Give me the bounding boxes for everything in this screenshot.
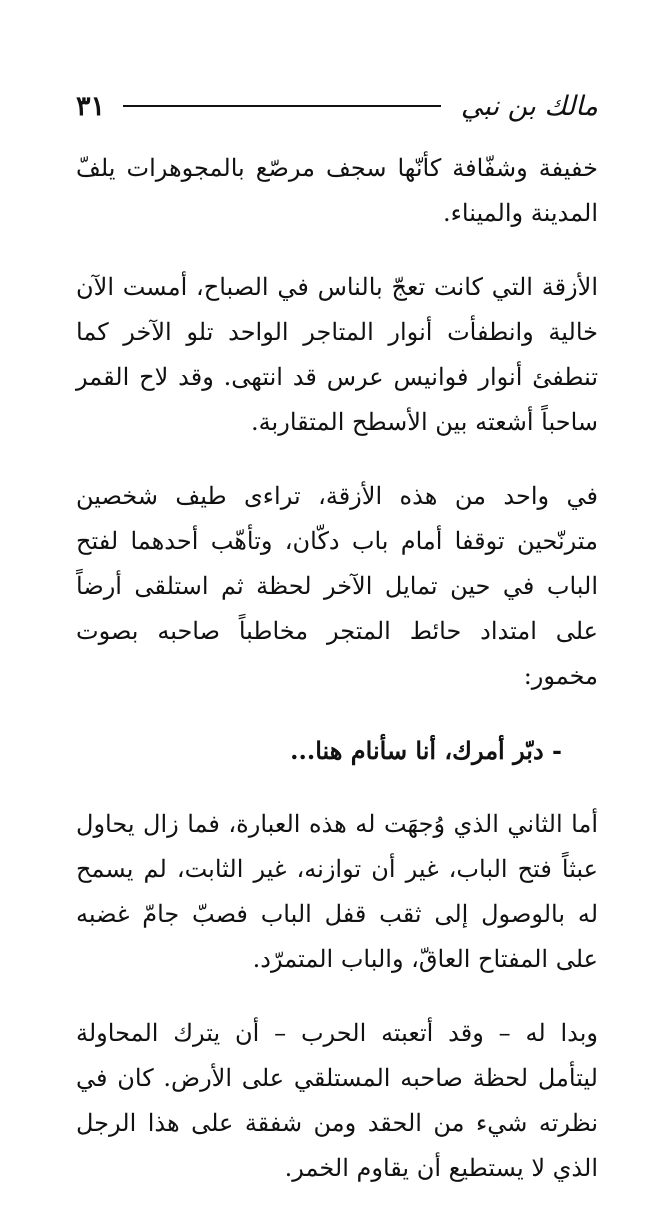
paragraph: الأزقة التي كانت تعجّ بالناس في الصباح، أمست الآن خالية وانطفأت أنوار المتاجر الواحد تلو الآخر كما تنطفئ أنوار فوانيس عرس قد انتهى. وقد لاح القمر ساحباً أشعته بين الأسطح المتقاربة.	[76, 273, 598, 436]
paragraph: أما الثاني الذي وُجهَت له هذه العبارة، فما زال يحاول عبثاً فتح الباب، غير أن توازنه، غير الثابت، لم يسمح له بالوصول إلى ثقب قفل الباب فصبّ جامّ غضبه على المفتاح العاقّ، والباب المتمرّد.	[76, 810, 598, 973]
page-number: ٣١	[76, 90, 106, 122]
paragraph: وبدا له – وقد أتعبته الحرب – أن يترك المحاولة ليتأمل لحظة صاحبه المستلقي على الأرض. كان في نظرته شيء من الحقد ومن شفقة على هذا الرجل الذي لا يستطيع أن يقاوم الخمر.	[76, 1019, 598, 1182]
dialogue-line: - دبّر أمرك، أنا سأنام هنا...	[290, 736, 562, 765]
header-rule	[123, 105, 441, 107]
paragraph: خفيفة وشفّافة كأنّها سجف مرصّع بالمجوهرات يلفّ المدينة والميناء.	[76, 154, 598, 227]
body-text	[76, 146, 598, 1220]
book-title: مالك بن نبي	[460, 90, 598, 122]
paragraph: في واحد من هذه الأزقة، تراءى طيف شخصين مترنّحين توقفا أمام باب دكّان، وتأهّب أحدهما لفتح الباب في حين تمايل الآخر لحظة ثم استلقى أرضاً على امتداد حائط المتجر مخاطباً صاحبه بصوت مخمور:	[76, 482, 598, 690]
running-header	[76, 86, 598, 126]
